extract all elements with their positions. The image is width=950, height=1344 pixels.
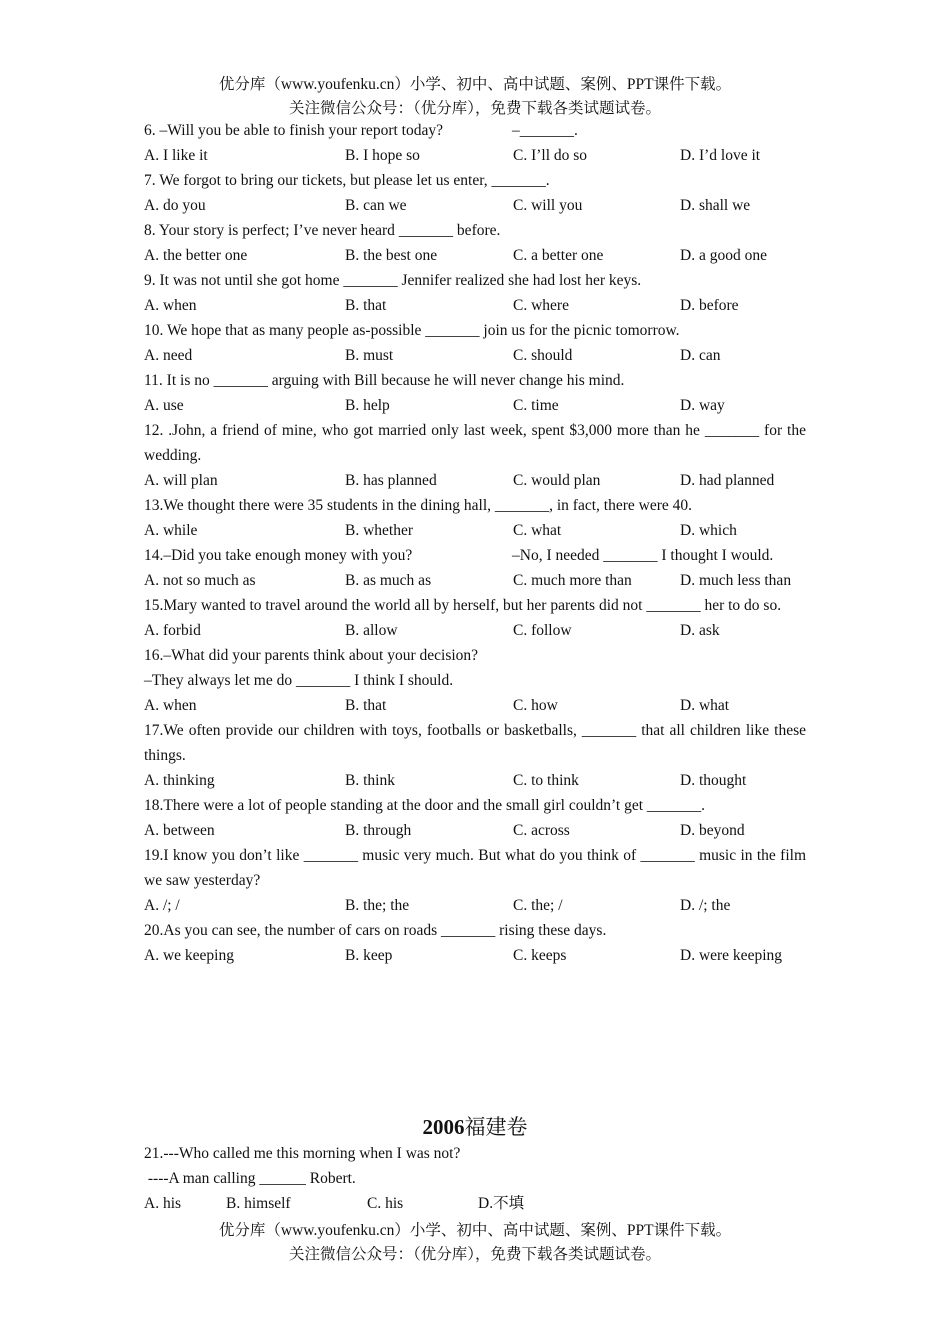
options-9 bbox=[144, 293, 806, 318]
option-a: A. thinking bbox=[144, 772, 215, 789]
option-d: D. what bbox=[680, 697, 730, 714]
option-a: A. while bbox=[144, 522, 198, 539]
option-c: C. I’ll do so bbox=[513, 147, 588, 164]
option-a: A. the better one bbox=[144, 247, 248, 264]
option-c: C. will you bbox=[513, 197, 583, 214]
question-6 bbox=[144, 118, 806, 143]
footer-line-1: 优分库（www.youfenku.cn）小学、初中、高中试题、案例、PPT课件下载。 bbox=[218, 1222, 732, 1239]
option-b: B. allow bbox=[345, 622, 398, 639]
option-a: A. when bbox=[144, 297, 197, 314]
options-15 bbox=[144, 618, 806, 643]
option-b: B. that bbox=[345, 297, 387, 314]
question-15: 15.Mary wanted to travel around the world all by herself, but her parents did not _______ her to do so. bbox=[144, 597, 782, 614]
option-b: B. through bbox=[345, 822, 412, 839]
option-d: D. beyond bbox=[680, 822, 745, 839]
options-17 bbox=[144, 768, 806, 793]
question-21: 21.---Who called me this morning when I was not? bbox=[144, 1145, 461, 1162]
option-a: A. need bbox=[144, 347, 193, 364]
option-b: B. think bbox=[345, 772, 395, 789]
option-d: D. which bbox=[680, 522, 737, 539]
option-b: B. himself bbox=[226, 1195, 291, 1212]
option-b: B. that bbox=[345, 697, 387, 714]
question-12: 12. .John, a friend of mine, who got married only last week, spent $3,000 more than he _______ for the wedding. bbox=[144, 422, 806, 464]
question-11: 11. It is no _______ arguing with Bill because he will never change his mind. bbox=[144, 372, 625, 389]
option-a: A. do you bbox=[144, 197, 206, 214]
question-7: 7. We forgot to bring our tickets, but please let us enter, _______. bbox=[144, 172, 550, 189]
question-reply: –No, I needed _______ I thought I would. bbox=[512, 547, 774, 564]
question-13: 13.We thought there were 35 students in the dining hall, _______, in fact, there were 40. bbox=[144, 497, 693, 514]
header-line-1: 优分库（www.youfenku.cn）小学、初中、高中试题、案例、PPT课件下载。 bbox=[218, 76, 732, 93]
question-16: 16.–What did your parents think about your decision? bbox=[144, 647, 479, 664]
question-9: 9. It was not until she got home _______ Jennifer realized she had lost her keys. bbox=[144, 272, 642, 289]
section-title: 福建卷 bbox=[464, 1115, 528, 1139]
option-b: B. can we bbox=[345, 197, 407, 214]
option-d: D. had planned bbox=[680, 472, 775, 489]
header-line-2: 关注微信公众号：（优分库），免费下载各类试题试卷。 bbox=[288, 100, 661, 117]
question-21-block bbox=[144, 1141, 806, 1216]
option-c: C. where bbox=[513, 297, 569, 314]
option-a: A. use bbox=[144, 397, 184, 414]
option-d: D. shall we bbox=[680, 197, 751, 214]
question-8: 8. Your story is perfect; I’ve never heard _______ before. bbox=[144, 222, 501, 239]
options-14 bbox=[144, 568, 806, 593]
options-19 bbox=[144, 893, 806, 918]
option-a: A. between bbox=[144, 822, 215, 839]
option-a: A. we keeping bbox=[144, 947, 234, 964]
option-a: A. I like it bbox=[144, 147, 208, 164]
option-b: B. help bbox=[345, 397, 390, 414]
options-11 bbox=[144, 393, 806, 418]
option-b: B. has planned bbox=[345, 472, 437, 489]
option-b: B. must bbox=[345, 347, 394, 364]
option-a: A. when bbox=[144, 697, 197, 714]
option-c: C. time bbox=[513, 397, 559, 414]
footer-line-2: 关注微信公众号：（优分库），免费下载各类试题试卷。 bbox=[288, 1246, 661, 1263]
option-d: D. a good one bbox=[680, 247, 767, 264]
option-b: B. keep bbox=[345, 947, 393, 964]
option-c: C. should bbox=[513, 347, 573, 364]
option-c: C. how bbox=[513, 697, 558, 714]
question-20: 20.As you can see, the number of cars on roads _______ rising these days. bbox=[144, 922, 607, 939]
option-d: D. much less than bbox=[680, 572, 792, 589]
option-b: B. as much as bbox=[345, 572, 432, 589]
options-10 bbox=[144, 343, 806, 368]
option-c: C. much more than bbox=[513, 572, 632, 589]
options-8 bbox=[144, 243, 806, 268]
option-a: A. forbid bbox=[144, 622, 201, 639]
option-c: C. would plan bbox=[513, 472, 601, 489]
option-d: D.不填 bbox=[478, 1195, 525, 1212]
question-14 bbox=[144, 543, 806, 568]
question-19: 19.I know you don’t like _______ music very much. But what do you think of _______ music in the film we saw yesterday? bbox=[144, 847, 806, 889]
option-c: C. to think bbox=[513, 772, 579, 789]
options-18 bbox=[144, 818, 806, 843]
option-c: C. what bbox=[513, 522, 562, 539]
option-d: D. ask bbox=[680, 622, 720, 639]
option-a: A. will plan bbox=[144, 472, 218, 489]
question-10: 10. We hope that as many people as-possible _______ join us for the picnic tomorrow. bbox=[144, 322, 680, 339]
option-d: D. were keeping bbox=[680, 947, 782, 964]
option-a: A. not so much as bbox=[144, 572, 256, 589]
section-heading bbox=[0, 1112, 950, 1142]
question-reply: –_______. bbox=[512, 122, 578, 139]
question-list bbox=[144, 118, 806, 968]
option-c: C. follow bbox=[513, 622, 572, 639]
question-16-reply: –They always let me do _______ I think I should. bbox=[144, 672, 454, 689]
options-7 bbox=[144, 193, 806, 218]
option-d: D. can bbox=[680, 347, 721, 364]
option-b: B. I hope so bbox=[345, 147, 420, 164]
option-a: A. /; / bbox=[144, 897, 180, 914]
section-year: 2006 bbox=[422, 1115, 465, 1139]
options-6 bbox=[144, 143, 806, 168]
options-20 bbox=[144, 943, 806, 968]
question-text: 6. –Will you be able to finish your report today? bbox=[144, 122, 443, 139]
options-12 bbox=[144, 468, 806, 493]
option-a: A. his bbox=[144, 1195, 182, 1212]
option-b: B. the; the bbox=[345, 897, 410, 914]
option-b: B. the best one bbox=[345, 247, 438, 264]
option-c: C. the; / bbox=[513, 897, 563, 914]
option-d: D. thought bbox=[680, 772, 747, 789]
question-18: 18.There were a lot of people standing at the door and the small girl couldn’t get _______. bbox=[144, 797, 706, 814]
option-c: C. keeps bbox=[513, 947, 567, 964]
option-c: C. his bbox=[367, 1195, 404, 1212]
option-c: C. across bbox=[513, 822, 570, 839]
option-d: D. way bbox=[680, 397, 725, 414]
options-16 bbox=[144, 693, 806, 718]
options-13 bbox=[144, 518, 806, 543]
question-17: 17.We often provide our children with toys, footballs or basketballs, _______ that all children like these things. bbox=[144, 722, 806, 764]
question-21-reply: ----A man calling ______ Robert. bbox=[144, 1170, 356, 1187]
option-b: B. whether bbox=[345, 522, 414, 539]
options-21 bbox=[144, 1191, 806, 1216]
option-c: C. a better one bbox=[513, 247, 604, 264]
option-d: D. before bbox=[680, 297, 739, 314]
option-d: D. /; the bbox=[680, 897, 731, 914]
question-text: 14.–Did you take enough money with you? bbox=[144, 547, 413, 564]
option-d: D. I’d love it bbox=[680, 147, 761, 164]
